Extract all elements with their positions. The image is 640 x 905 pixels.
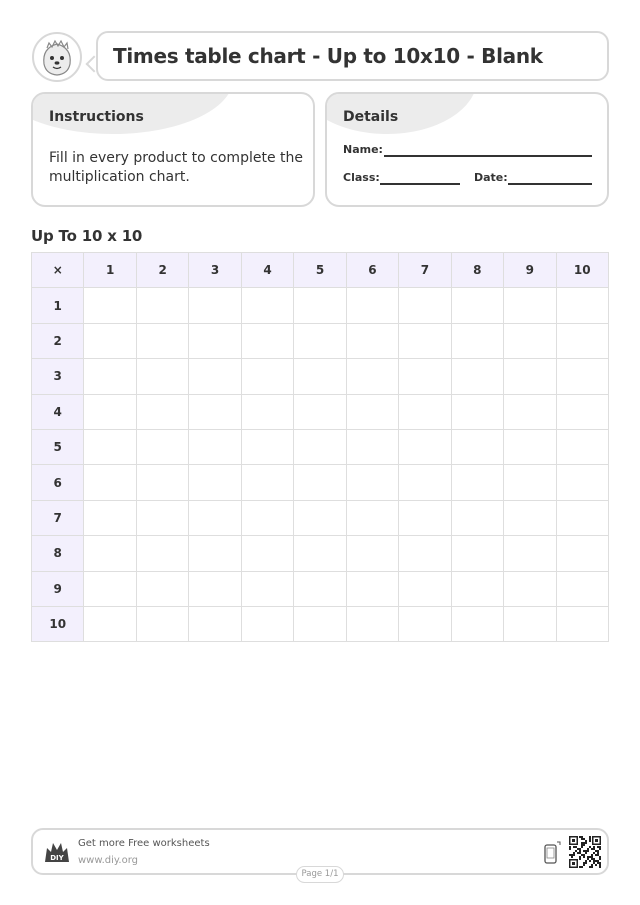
- product-cell[interactable]: [241, 465, 293, 500]
- table-row: [32, 536, 609, 571]
- product-cell[interactable]: [556, 394, 608, 429]
- product-cell[interactable]: [294, 429, 346, 464]
- product-cell[interactable]: [136, 606, 188, 641]
- product-cell[interactable]: [346, 394, 398, 429]
- product-cell[interactable]: [556, 536, 608, 571]
- product-cell[interactable]: [451, 288, 503, 323]
- product-cell[interactable]: [241, 429, 293, 464]
- column-header: 4: [241, 253, 293, 288]
- product-cell[interactable]: [399, 288, 451, 323]
- column-header: 8: [451, 253, 503, 288]
- product-cell[interactable]: [294, 288, 346, 323]
- product-cell[interactable]: [136, 288, 188, 323]
- row-header: 4: [32, 394, 84, 429]
- name-field[interactable]: [384, 155, 592, 157]
- product-cell[interactable]: [399, 394, 451, 429]
- row-header: 6: [32, 465, 84, 500]
- product-cell[interactable]: [189, 465, 241, 500]
- date-field[interactable]: [508, 183, 592, 185]
- product-cell[interactable]: [346, 323, 398, 358]
- product-cell[interactable]: [84, 288, 136, 323]
- corner-cell: ×: [32, 253, 84, 288]
- product-cell[interactable]: [136, 500, 188, 535]
- table-row: [32, 394, 609, 429]
- product-cell[interactable]: [241, 323, 293, 358]
- table-row: [32, 465, 609, 500]
- phone-icon: [543, 840, 561, 866]
- product-cell[interactable]: [84, 500, 136, 535]
- diy-logo-icon: [43, 840, 71, 864]
- product-cell[interactable]: [504, 536, 556, 571]
- product-cell[interactable]: [451, 394, 503, 429]
- product-cell[interactable]: [399, 500, 451, 535]
- table-row: [32, 606, 609, 641]
- product-cell[interactable]: [504, 323, 556, 358]
- row-header: 8: [32, 536, 84, 571]
- product-cell[interactable]: [136, 536, 188, 571]
- product-cell[interactable]: [189, 536, 241, 571]
- column-header: 3: [189, 253, 241, 288]
- product-cell[interactable]: [346, 359, 398, 394]
- product-cell[interactable]: [189, 606, 241, 641]
- product-cell[interactable]: [399, 536, 451, 571]
- product-cell[interactable]: [241, 606, 293, 641]
- product-cell[interactable]: [189, 429, 241, 464]
- instructions-panel: [31, 92, 315, 207]
- product-cell[interactable]: [84, 536, 136, 571]
- product-cell[interactable]: [136, 323, 188, 358]
- product-cell[interactable]: [189, 323, 241, 358]
- row-header: 5: [32, 429, 84, 464]
- product-cell[interactable]: [189, 288, 241, 323]
- header-row: [32, 253, 609, 288]
- product-cell[interactable]: [294, 323, 346, 358]
- product-cell[interactable]: [399, 429, 451, 464]
- name-label: Name:: [343, 143, 383, 156]
- product-cell[interactable]: [451, 536, 503, 571]
- table-row: [32, 429, 609, 464]
- product-cell[interactable]: [84, 429, 136, 464]
- product-cell[interactable]: [241, 288, 293, 323]
- column-header: 2: [136, 253, 188, 288]
- product-cell[interactable]: [504, 288, 556, 323]
- product-cell[interactable]: [504, 465, 556, 500]
- product-cell[interactable]: [556, 500, 608, 535]
- footer-promo-text: Get more Free worksheets: [78, 838, 210, 849]
- product-cell[interactable]: [241, 500, 293, 535]
- product-cell[interactable]: [136, 465, 188, 500]
- product-cell[interactable]: [451, 359, 503, 394]
- table-row: [32, 571, 609, 606]
- table-row: [32, 288, 609, 323]
- mascot-icon: [32, 32, 82, 82]
- row-header: 3: [32, 359, 84, 394]
- column-header: 1: [84, 253, 136, 288]
- product-cell[interactable]: [189, 500, 241, 535]
- product-cell[interactable]: [399, 323, 451, 358]
- column-header: 10: [556, 253, 608, 288]
- instructions-heading: Instructions: [49, 109, 144, 125]
- row-header: 7: [32, 500, 84, 535]
- product-cell[interactable]: [189, 394, 241, 429]
- product-cell[interactable]: [504, 429, 556, 464]
- product-cell[interactable]: [294, 465, 346, 500]
- product-cell[interactable]: [294, 394, 346, 429]
- product-cell[interactable]: [556, 429, 608, 464]
- page-number: Page 1/1: [296, 866, 344, 883]
- product-cell[interactable]: [84, 359, 136, 394]
- product-cell[interactable]: [556, 359, 608, 394]
- title-bubble: [96, 31, 609, 81]
- product-cell[interactable]: [84, 323, 136, 358]
- product-cell[interactable]: [294, 606, 346, 641]
- product-cell[interactable]: [241, 394, 293, 429]
- product-cell[interactable]: [504, 359, 556, 394]
- product-cell[interactable]: [84, 394, 136, 429]
- product-cell[interactable]: [346, 536, 398, 571]
- details-heading: Details: [343, 109, 399, 125]
- date-label: Date:: [474, 171, 508, 184]
- product-cell[interactable]: [399, 571, 451, 606]
- product-cell[interactable]: [451, 429, 503, 464]
- column-header: 5: [294, 253, 346, 288]
- product-cell[interactable]: [84, 465, 136, 500]
- product-cell[interactable]: [136, 394, 188, 429]
- page-title: Times table chart - Up to 10x10 - Blank: [113, 44, 543, 68]
- product-cell[interactable]: [241, 571, 293, 606]
- row-header: 10: [32, 606, 84, 641]
- product-cell[interactable]: [294, 359, 346, 394]
- product-cell[interactable]: [346, 429, 398, 464]
- logo-text: DIY: [50, 854, 64, 862]
- table-row: [32, 323, 609, 358]
- product-cell[interactable]: [451, 571, 503, 606]
- product-cell[interactable]: [399, 606, 451, 641]
- product-cell[interactable]: [346, 288, 398, 323]
- class-label: Class:: [343, 171, 380, 184]
- product-cell[interactable]: [451, 500, 503, 535]
- product-cell[interactable]: [451, 465, 503, 500]
- product-cell[interactable]: [556, 323, 608, 358]
- table-row: [32, 359, 609, 394]
- product-cell[interactable]: [556, 571, 608, 606]
- product-cell[interactable]: [294, 536, 346, 571]
- product-cell[interactable]: [84, 571, 136, 606]
- product-cell[interactable]: [556, 606, 608, 641]
- product-cell[interactable]: [346, 465, 398, 500]
- product-cell[interactable]: [189, 359, 241, 394]
- product-cell[interactable]: [556, 288, 608, 323]
- product-cell[interactable]: [84, 606, 136, 641]
- product-cell[interactable]: [451, 606, 503, 641]
- times-table: [31, 252, 609, 642]
- column-header: 6: [346, 253, 398, 288]
- product-cell[interactable]: [241, 359, 293, 394]
- footer-url-link[interactable]: www.diy.org: [78, 855, 138, 866]
- product-cell[interactable]: [504, 606, 556, 641]
- table-row: [32, 500, 609, 535]
- column-header: 9: [504, 253, 556, 288]
- product-cell[interactable]: [451, 323, 503, 358]
- row-header: 9: [32, 571, 84, 606]
- row-header: 2: [32, 323, 84, 358]
- product-cell[interactable]: [504, 500, 556, 535]
- section-title: Up To 10 x 10: [31, 227, 143, 245]
- product-cell[interactable]: [189, 571, 241, 606]
- qr-code-icon: [569, 836, 601, 868]
- product-cell[interactable]: [136, 429, 188, 464]
- product-cell[interactable]: [399, 359, 451, 394]
- product-cell[interactable]: [346, 500, 398, 535]
- product-cell[interactable]: [556, 465, 608, 500]
- column-header: 7: [399, 253, 451, 288]
- product-cell[interactable]: [294, 571, 346, 606]
- product-cell[interactable]: [294, 500, 346, 535]
- product-cell[interactable]: [136, 359, 188, 394]
- product-cell[interactable]: [504, 394, 556, 429]
- instructions-text: Fill in every product to complete the multiplication chart.: [49, 150, 303, 185]
- details-panel: [325, 92, 609, 207]
- product-cell[interactable]: [346, 606, 398, 641]
- product-cell[interactable]: [346, 571, 398, 606]
- row-header: 1: [32, 288, 84, 323]
- product-cell[interactable]: [399, 465, 451, 500]
- product-cell[interactable]: [136, 571, 188, 606]
- product-cell[interactable]: [504, 571, 556, 606]
- product-cell[interactable]: [241, 536, 293, 571]
- class-field[interactable]: [380, 183, 460, 185]
